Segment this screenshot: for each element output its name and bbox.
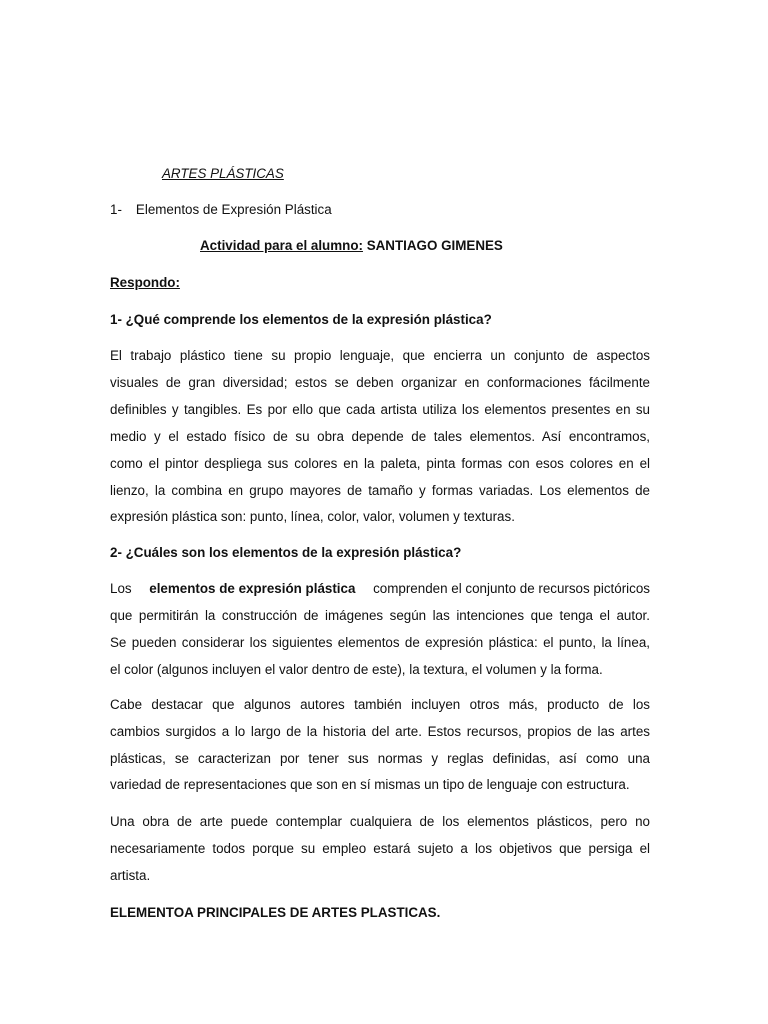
paragraph-3-line: cambios surgidos a lo largo de la historia del arte. Estos recursos, propios de las artes xyxy=(110,724,650,739)
paragraph-1-line: lienzo, la combina en grupo mayores de tamaño y formas variadas. Los elementos de xyxy=(110,483,650,498)
activity-line xyxy=(200,238,503,254)
paragraph-3-line: Cabe destacar que algunos autores también incluyen otros más, producto de los xyxy=(110,697,650,712)
section-label: Elementos de Expresión Plástica xyxy=(135,202,332,217)
paragraph-4-line: necesariamente todos porque su empleo estará sujeto a los objetivos que persiga el xyxy=(110,841,650,856)
document-title: ARTES PLÁSTICAS xyxy=(162,166,284,181)
student-name: SANTIAGO GIMENES xyxy=(366,238,503,253)
paragraph-1-line: como el pintor despliega sus colores en la paleta, pinta formas con esos colores en el xyxy=(110,456,650,471)
paragraph-4-line: Una obra de arte puede contemplar cualquiera de los elementos plásticos, pero no xyxy=(110,814,650,829)
respondo-heading: Respondo: xyxy=(110,275,180,290)
paragraph-3-line: plásticas, se caracterizan por tener sus normas y reglas definidas, así como una xyxy=(110,751,650,766)
paragraph-2-line: Se pueden considerar los siguientes elementos de expresión plástica: el punto, la línea, xyxy=(110,635,650,650)
paragraph-1-line: expresión plástica son: punto, línea, color, valor, volumen y texturas. xyxy=(110,509,515,524)
paragraph-2-bold: elementos de expresión plástica xyxy=(149,581,356,596)
section-number: 1- xyxy=(110,202,122,217)
paragraph-2-line: el color (algunos incluyen el valor dentro de este), la textura, el volumen y la forma. xyxy=(110,662,603,677)
paragraph-2-line xyxy=(110,581,650,597)
paragraph-1-line: definibles y tangibles. Es por ello que cada artista utiliza los elementos presentes en su xyxy=(110,402,650,417)
activity-label: Actividad para el alumno: xyxy=(200,238,363,253)
question-2: 2- ¿Cuáles son los elementos de la expresión plástica? xyxy=(110,545,462,560)
section-heading xyxy=(110,202,332,218)
question-1: 1- ¿Qué comprende los elementos de la expresión plástica? xyxy=(110,312,492,327)
paragraph-1-line: El trabajo plástico tiene su propio lenguaje, que encierra un conjunto de aspectos xyxy=(110,348,650,363)
final-heading: ELEMENTOA PRINCIPALES DE ARTES PLASTICAS. xyxy=(110,905,441,920)
paragraph-1-line: visuales de gran diversidad; estos se deben organizar en conformaciones fácilmente xyxy=(110,375,650,390)
paragraph-2-text: comprenden el conjunto de recursos pictóricos xyxy=(373,581,650,596)
paragraph-1-line: medio y el estado físico de su obra depende de tales elementos. Así encontramos, xyxy=(110,429,650,444)
paragraph-4-line: artista. xyxy=(110,868,151,883)
paragraph-2-line: que permitirán la construcción de imágenes según las intenciones que tenga el autor. xyxy=(110,608,650,623)
paragraph-2-text: Los xyxy=(110,581,132,596)
paragraph-3-line: variedad de representaciones que son en sí mismas un tipo de lenguaje con estructura. xyxy=(110,777,630,792)
